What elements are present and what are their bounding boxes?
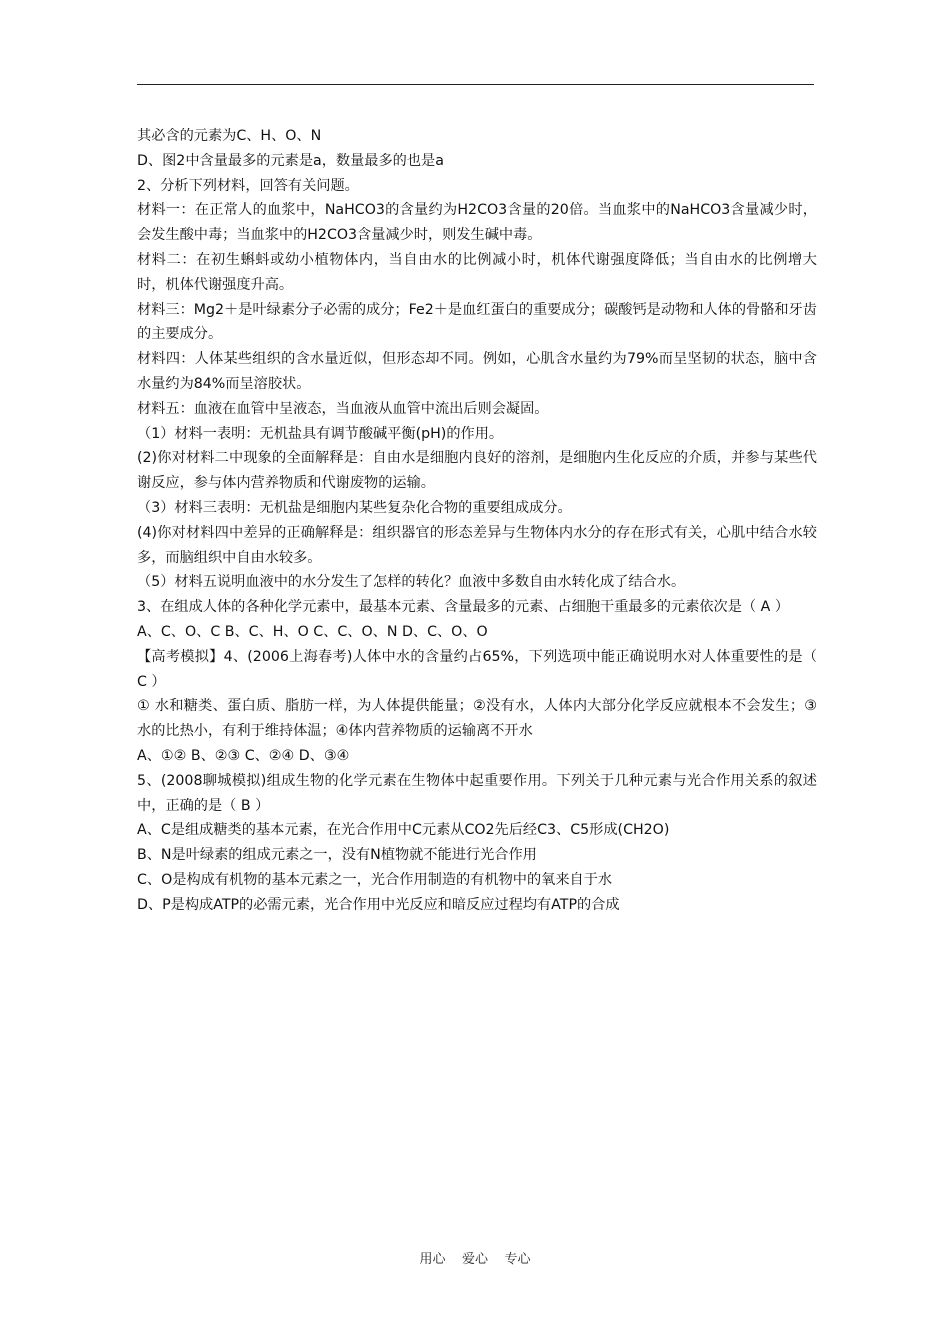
question-4-options: A、①② B、②③ C、②④ D、③④ [137,747,350,764]
question-2-heading: 2、分析下列材料，回答有关问题。 [137,177,359,194]
question-4: 【高考模拟】4、(2006上海春考)人体中水的含量约占65%，下列选项中能正确说明水对人体重要性的是（ C ） [137,648,817,690]
header-rule [137,84,814,85]
answer-3: （3）材料三表明：无机盐是细胞内某些复杂化合物的重要组成成分。 [137,499,572,516]
question-5-option-c: C、O是构成有机物的基本元素之一，光合作用制造的有机物中的氧来自于水 [137,871,613,888]
answer-1: （1）材料一表明：无机盐具有调节酸碱平衡(pH)的作用。 [137,425,504,442]
text-line: D、图2中含量最多的元素是a，数量最多的也是a [137,152,444,169]
material-2: 材料二：在初生蝌蚪或幼小植物体内，当自由水的比例减小时，机体代谢强度降低；当自由水的比例增大时，机体代谢强度升高。 [137,251,817,293]
question-3-options: A、C、O、C B、C、H、O C、C、O、N D、C、O、O [137,623,488,640]
question-4-statements: ① 水和糖类、蛋白质、脂肪一样，为人体提供能量；②没有水，人体内大部分化学反应就根本不会发生；③水的比热小，有利于维持体温；④体内营养物质的运输离不开水 [137,698,817,740]
page-footer: 用心 爱心 专心 [419,1252,531,1267]
material-5: 材料五：血液在血管中呈液态，当血液从血管中流出后则会凝固。 [137,400,549,417]
answer-5: （5）材料五说明血液中的水分发生了怎样的转化？血液中多数自由水转化成了结合水。 [137,574,686,591]
question-5: 5、(2008聊城模拟)组成生物的化学元素在生物体中起重要作用。下列关于几种元素与光合作用关系的叙述中，正确的是（ B ） [137,772,817,814]
material-4: 材料四：人体某些组织的含水量近似，但形态却不同。例如，心肌含水量约为79%而呈坚韧的状态，脑中含水量约为84%而呈溶胶状。 [137,351,817,392]
question-3: 3、在组成人体的各种化学元素中，最基本元素、含量最多的元素、占细胞干重最多的元素依次是（ A ） [137,599,790,616]
document-body [137,124,817,918]
material-1: 材料一：在正常人的血浆中，NaHCO3的含量约为H2CO3含量的20倍。当血浆中的NaHCO3含量减少时，会发生酸中毒；当血浆中的H2CO3含量减少时，则发生碱中毒。 [137,202,817,244]
material-3: 材料三：Mg2＋是叶绿素分子必需的成分；Fe2＋是血红蛋白的重要成分；碳酸钙是动物和人体的骨骼和牙齿的主要成分。 [137,301,817,343]
question-5-option-b: B、N是叶绿素的组成元素之一，没有N植物就不能进行光合作用 [137,847,537,864]
answer-4: (4)你对材料四中差异的正确解释是：组织器官的形态差异与生物体内水分的存在形式有关，心肌中结合水较多，而脑组织中自由水较多。 [137,524,817,566]
answer-2: (2)你对材料二中现象的全面解释是：自由水是细胞内良好的溶剂，是细胞内生化反应的介质，并参与某些代谢反应，参与体内营养物质和代谢废物的运输。 [137,450,817,492]
question-5-option-a: A、C是组成糖类的基本元素，在光合作用中C元素从CO2先后经C3、C5形成(CH2O) [137,822,670,839]
text-line: 其必含的元素为C、H、O、N [137,128,322,144]
question-5-option-d: D、P是构成ATP的必需元素，光合作用中光反应和暗反应过程均有ATP的合成 [137,896,620,913]
